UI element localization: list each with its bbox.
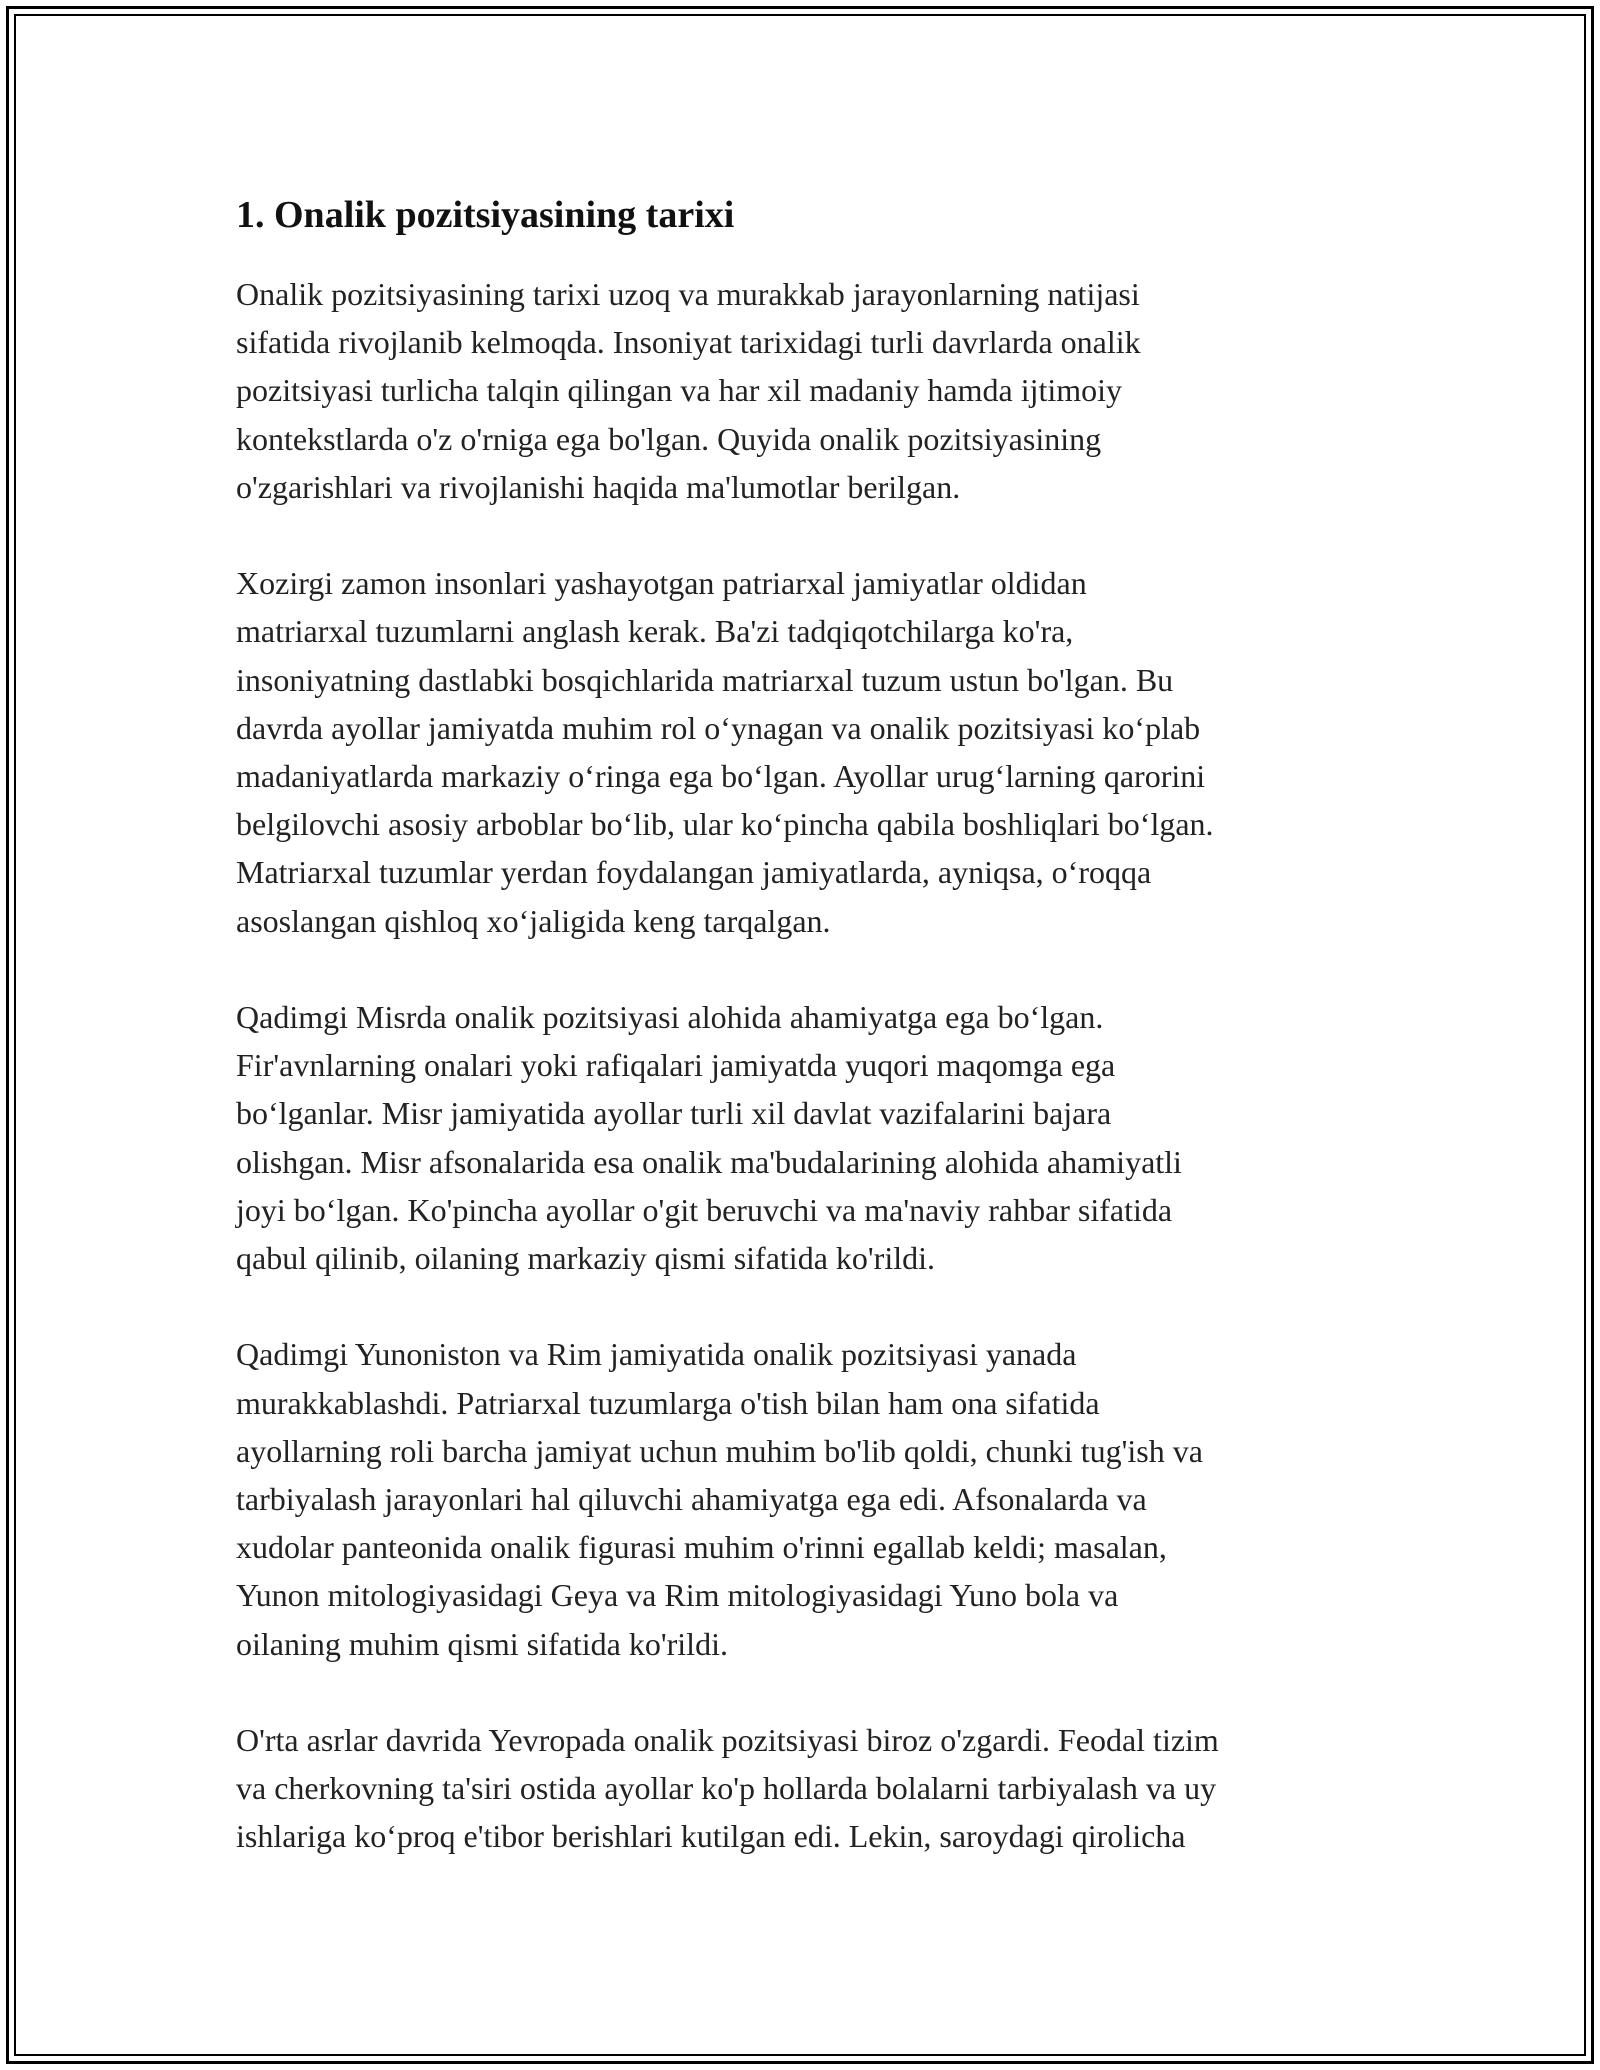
paragraph-intro [236, 270, 1376, 511]
text-line: pozitsiyasi turlicha talqin qilingan va har xil madaniy hamda ijtimoiy [236, 372, 1123, 409]
text-line: qabul qilinib, oilaning markaziy qismi sifatida ko'rildi. [236, 1240, 935, 1277]
paragraph-middle-ages [236, 1716, 1376, 1861]
paragraph-greece-rome [236, 1330, 1376, 1667]
paragraph-matriarchy [236, 559, 1376, 945]
text-line: matriarxal tuzumlarni anglash kerak. Ba'zi tadqiqotchilarga ko'ra, [236, 613, 1074, 650]
text-line: insoniyatning dastlabki bosqichlarida matriarxal tuzum ustun bo'lgan. Bu [236, 661, 1174, 698]
text-line: kontekstlarda o'z o'rniga ega bo'lgan. Quyida onalik pozitsiyasining [236, 420, 1102, 457]
text-line: Onalik pozitsiyasining tarixi uzoq va murakkab jarayonlarning natijasi [236, 276, 1140, 312]
document-body [236, 184, 1376, 1909]
text-line: oilaning muhim qismi sifatida ko'rildi. [236, 1625, 728, 1662]
text-line: Matriarxal tuzumlar yerdan foydalangan jamiyatlarda, ayniqsa, o‘roqqa [236, 854, 1152, 891]
text-line: bo‘lganlar. Misr jamiyatida ayollar turli xil davlat vazifalarini bajara [236, 1095, 1112, 1132]
text-line: sifatida rivojlanib kelmoqda. Insoniyat tarixidagi turli davrlarda onalik [236, 324, 1141, 361]
text-line: O'rta asrlar davrida Yevropada onalik pozitsiyasi biroz o'zgardi. Feodal tizim [236, 1722, 1219, 1759]
text-line: xudolar panteonida onalik figurasi muhim o'rinni egallab keldi; masalan, [236, 1529, 1167, 1566]
text-line: belgilovchi asosiy arboblar bo‘lib, ular ko‘pincha qabila boshliqlari bo‘lgan. [236, 806, 1214, 843]
text-line: Fir'avnlarning onalari yoki rafiqalari jamiyatda yuqori maqomga ega [236, 1047, 1116, 1084]
section-heading: 1. Onalik pozitsiyasining tarixi [236, 194, 735, 236]
text-line: ishlariga ko‘proq e'tibor berishlari kutilgan edi. Lekin, saroydagi qirolicha [236, 1818, 1186, 1855]
paragraph-egypt [236, 993, 1376, 1282]
text-line: Yunon mitologiyasidagi Geya va Rim mitologiyasidagi Yuno bola va [236, 1577, 1119, 1614]
text-line: asoslangan qishloq xo‘jaligida keng tarqalgan. [236, 902, 831, 939]
text-line: joyi bo‘lgan. Ko'pincha ayollar o'git beruvchi va ma'naviy rahbar sifatida [236, 1191, 1173, 1228]
text-line: ayollarning roli barcha jamiyat uchun muhim bo'lib qoldi, chunki tug'ish va [236, 1432, 1203, 1469]
text-line: va cherkovning ta'siri ostida ayollar ko'p hollarda bolalarni tarbiyalash va uy [236, 1770, 1217, 1807]
text-line: madaniyatlarda markaziy o‘ringa ega bo‘lgan. Ayollar urug‘larning qarorini [236, 758, 1206, 795]
text-line: o'zgarishlari va rivojlanishi haqida ma'lumotlar berilgan. [236, 468, 961, 505]
text-line: Xozirgi zamon insonlari yashayotgan patriarxal jamiyatlar oldidan [236, 565, 1087, 602]
text-line: Qadimgi Yunoniston va Rim jamiyatida onalik pozitsiyasi yanada [236, 1336, 1077, 1373]
text-line: murakkablashdi. Patriarxal tuzumlarga o'tish bilan ham ona sifatida [236, 1384, 1100, 1421]
text-line: tarbiyalash jarayonlari hal qiluvchi ahamiyatga ega edi. Afsonalarda va [236, 1481, 1147, 1518]
text-line: olishgan. Misr afsonalarida esa onalik ma'budalarining alohida ahamiyatli [236, 1143, 1182, 1180]
text-line: davrda ayollar jamiyatda muhim rol o‘ynagan va onalik pozitsiyasi ko‘plab [236, 709, 1201, 746]
text-line: Qadimgi Misrda onalik pozitsiyasi alohida ahamiyatga ega bo‘lgan. [236, 999, 1104, 1036]
